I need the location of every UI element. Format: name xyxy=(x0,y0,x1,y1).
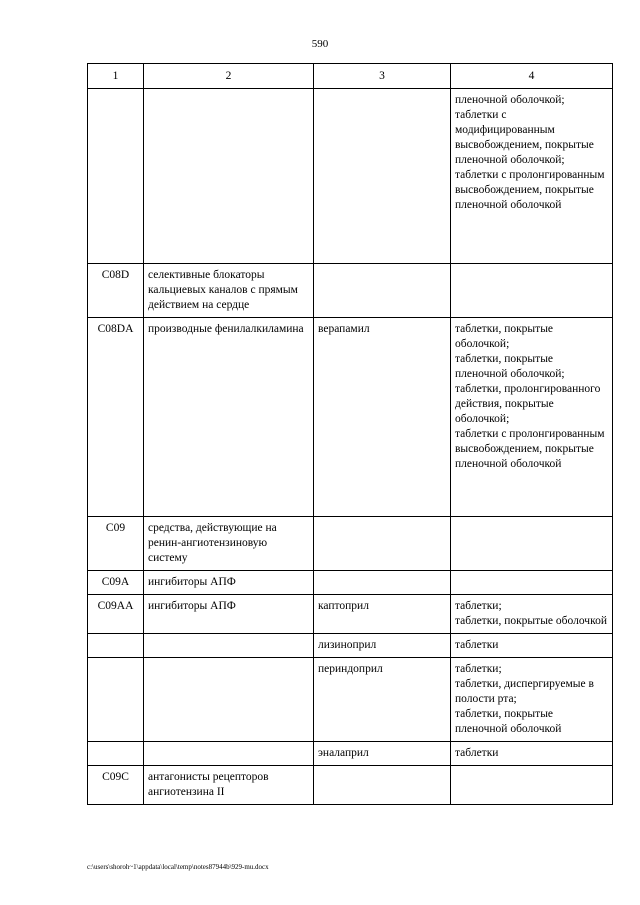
dosage-form-cell: таблетки xyxy=(451,742,613,766)
table-row xyxy=(88,742,613,766)
atc-code-cell xyxy=(88,89,144,264)
dosage-form-cell xyxy=(451,517,613,571)
group-cell: средства, действующие на ренин-ангиотензиновую систему xyxy=(144,517,314,571)
dosage-form-cell: пленочной оболочкой; таблетки с модифицированным высвобождением, покрытые пленочной оболочкой; таблетки с пролонгированным высвобождением, покрытые пленочной оболочкой xyxy=(451,89,613,264)
group-cell xyxy=(144,658,314,742)
dosage-form-cell: таблетки xyxy=(451,634,613,658)
atc-code-cell: C09C xyxy=(88,766,144,805)
atc-code-cell: C08DA xyxy=(88,318,144,517)
table-row xyxy=(88,658,613,742)
group-cell xyxy=(144,89,314,264)
page-number: 590 xyxy=(311,38,329,50)
group-cell: ингибиторы АПФ xyxy=(144,595,314,634)
atc-code-cell: C08D xyxy=(88,264,144,318)
drug-cell: эналаприл xyxy=(314,742,451,766)
drug-cell: верапамил xyxy=(314,318,451,517)
atc-code-cell: C09 xyxy=(88,517,144,571)
drug-cell xyxy=(314,766,451,805)
dosage-form-cell: таблетки, покрытые оболочкой; таблетки, покрытые пленочной оболочкой; таблетки, пролонгированного действия, покрытые оболочкой; таблетки с пролонгированным высвобождением, покрытые пленочной оболочкой xyxy=(451,318,613,517)
table-row xyxy=(88,595,613,634)
drug-cell xyxy=(314,571,451,595)
atc-code-cell: C09AA xyxy=(88,595,144,634)
column-header-4: 4 xyxy=(451,64,613,89)
drug-cell: лизиноприл xyxy=(314,634,451,658)
atc-code-cell xyxy=(88,742,144,766)
drug-cell xyxy=(314,517,451,571)
drug-cell xyxy=(314,264,451,318)
group-cell: антагонисты рецепторов ангиотензина II xyxy=(144,766,314,805)
table-header-row xyxy=(88,64,613,89)
drug-cell: периндоприл xyxy=(314,658,451,742)
group-cell xyxy=(144,742,314,766)
table-row xyxy=(88,318,613,517)
table-row xyxy=(88,571,613,595)
column-header-3: 3 xyxy=(314,64,451,89)
atc-code-cell xyxy=(88,658,144,742)
dosage-form-cell: таблетки; таблетки, покрытые оболочкой xyxy=(451,595,613,634)
dosage-form-cell xyxy=(451,571,613,595)
table-row xyxy=(88,634,613,658)
column-header-1: 1 xyxy=(88,64,144,89)
group-cell xyxy=(144,634,314,658)
drug-cell xyxy=(314,89,451,264)
table-row xyxy=(88,517,613,571)
atc-code-cell xyxy=(88,634,144,658)
table-row xyxy=(88,89,613,264)
drug-cell: каптоприл xyxy=(314,595,451,634)
dosage-form-cell: таблетки; таблетки, диспергируемые в полости рта; таблетки, покрытые пленочной оболочкой xyxy=(451,658,613,742)
group-cell: производные фенилалкиламина xyxy=(144,318,314,517)
drug-table xyxy=(87,63,613,805)
group-cell: ингибиторы АПФ xyxy=(144,571,314,595)
dosage-form-cell xyxy=(451,766,613,805)
group-cell: селективные блокаторы кальциевых каналов с прямым действием на сердце xyxy=(144,264,314,318)
table-row xyxy=(88,766,613,805)
dosage-form-cell xyxy=(451,264,613,318)
column-header-2: 2 xyxy=(144,64,314,89)
footer-file-path: c:\users\shoroh~1\appdata\local\temp\notes87944b\929-mu.docx xyxy=(87,863,269,871)
atc-code-cell: C09A xyxy=(88,571,144,595)
table-row xyxy=(88,264,613,318)
